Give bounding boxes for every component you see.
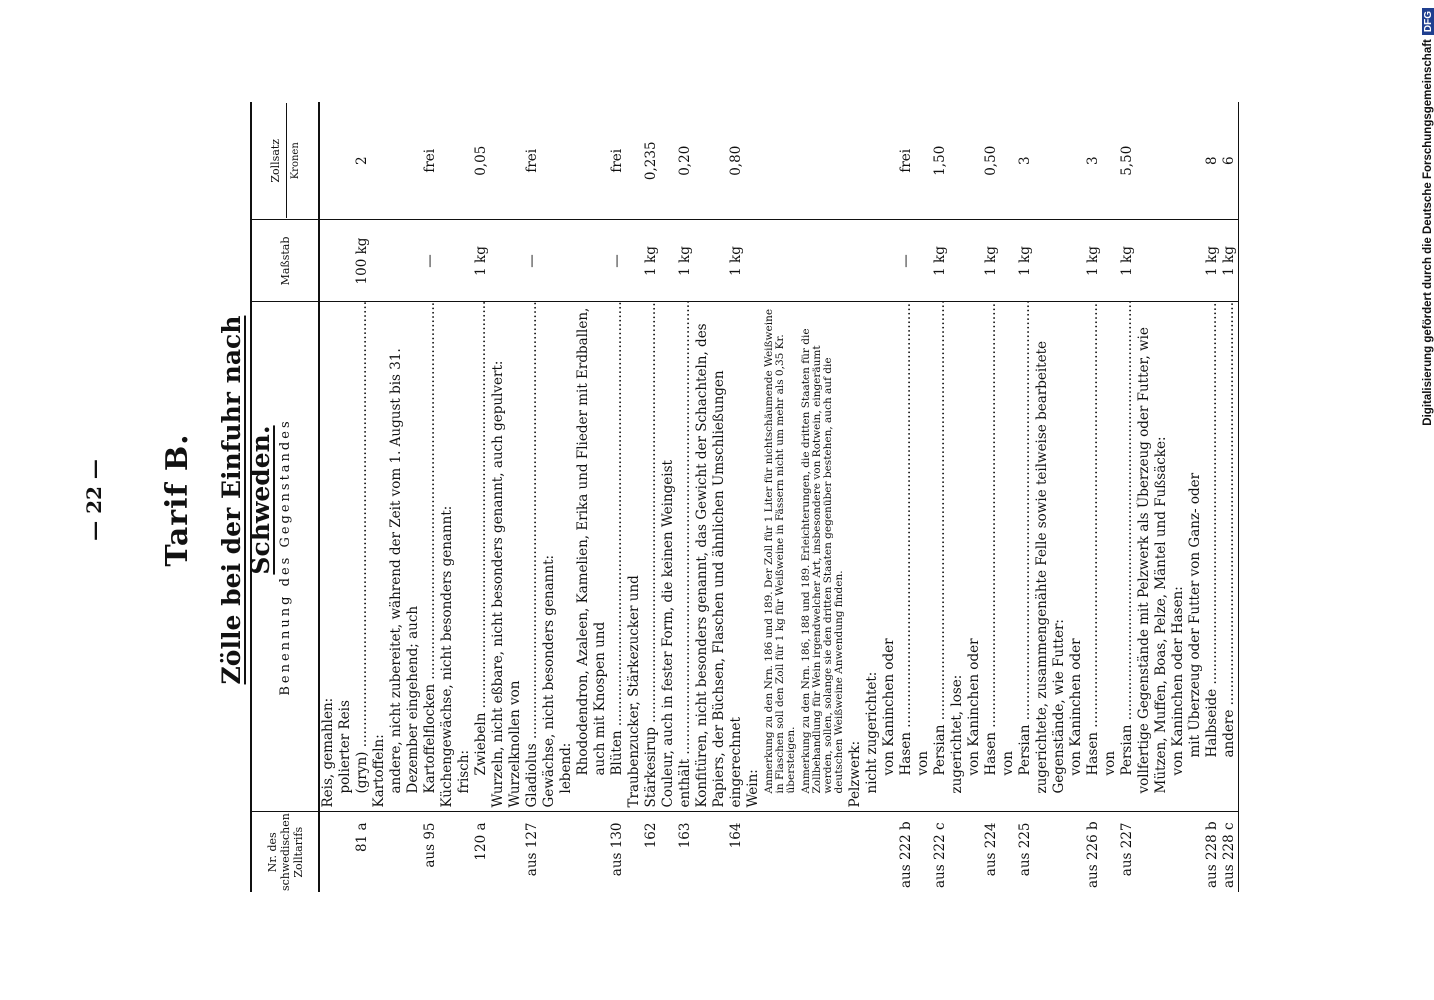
- row-mass: 1 kg: [473, 220, 490, 302]
- row-mass: [371, 220, 388, 302]
- row-mass: [456, 220, 473, 302]
- row-desc-cell: [660, 302, 694, 812]
- row-desc: vollfertige Gegenstände mit Pelzwerk als Überzeug oder Futter, wie Mützen, Muffen, Boas, Pelze, Mäntel und Fußsäcke:: [1136, 327, 1169, 794]
- row-mass: [762, 220, 799, 302]
- row-desc: von Kaninchen oder Hasen .....: [1068, 302, 1101, 776]
- row-nr: [745, 812, 762, 892]
- row-rate: frei: [507, 102, 541, 220]
- row-mass: [847, 220, 864, 302]
- row-rate: 0,50: [966, 102, 1000, 220]
- digitization-credit-text-wrap: [1416, 8, 1434, 998]
- row-rate: 1,50: [915, 102, 949, 220]
- row-mass: —: [388, 220, 439, 302]
- row-mass: 1 kg: [694, 220, 745, 302]
- row-rate: 6: [1221, 102, 1239, 220]
- table-row: [575, 102, 626, 892]
- row-nr: aus 95: [422, 822, 438, 868]
- row-mass: 1 kg: [626, 220, 660, 302]
- row-nr: [1136, 812, 1170, 892]
- row-rate: 3: [1068, 102, 1102, 220]
- row-nr: 163: [677, 822, 693, 849]
- row-mass: [1034, 220, 1068, 302]
- row-desc-cell: [439, 302, 456, 812]
- row-desc: Wein:: [745, 769, 761, 808]
- row-rate: [319, 102, 337, 220]
- header-rate-unit: Kronen: [286, 103, 301, 219]
- row-desc-cell: [864, 302, 881, 812]
- header-rate-label: Zollsatz: [269, 138, 282, 183]
- row-nr: 162: [643, 822, 659, 849]
- row-rate: frei: [388, 102, 439, 220]
- row-rate: 5,50: [1102, 102, 1136, 220]
- row-desc-cell: [949, 302, 966, 812]
- table-row: [799, 102, 847, 892]
- row-desc-cell: [558, 302, 575, 812]
- header-nr: Nr. des schwedischen Zolltarifs: [251, 812, 319, 892]
- row-desc: von Kaninchen oder Hasen .....: [881, 302, 914, 776]
- table-row: [626, 102, 660, 892]
- row-mass: [1170, 220, 1187, 302]
- table-row: [558, 102, 575, 892]
- table-row: [1187, 102, 1221, 892]
- table-row: [507, 102, 541, 892]
- row-desc: Reis, gemahlen:: [320, 697, 336, 808]
- row-desc-cell: [319, 302, 337, 812]
- row-nr: 81 a: [354, 822, 370, 853]
- row-rate: 2: [337, 102, 371, 220]
- table-row: [694, 102, 745, 892]
- header-mass: Maßstab: [251, 220, 319, 302]
- row-desc-cell: [881, 302, 915, 812]
- row-rate: 0,20: [660, 102, 694, 220]
- row-desc-cell: [473, 302, 490, 812]
- row-desc-cell: [1000, 302, 1034, 812]
- row-nr: aus 224: [983, 822, 999, 877]
- row-nr: aus 227: [1119, 822, 1135, 877]
- row-desc-cell: [847, 302, 864, 812]
- row-desc: von Persian .....: [1000, 302, 1033, 776]
- row-mass: [319, 220, 337, 302]
- row-mass: [541, 220, 558, 302]
- table-row: [864, 102, 881, 892]
- row-desc-cell: [490, 302, 507, 812]
- row-rate: [1034, 102, 1068, 220]
- row-desc-cell: [966, 302, 1000, 812]
- row-rate: [456, 102, 473, 220]
- row-rate: [439, 102, 456, 220]
- row-rate: [949, 102, 966, 220]
- row-desc-cell: [915, 302, 949, 812]
- row-desc: Pelzwerk:: [847, 740, 863, 808]
- row-desc-cell: [799, 302, 847, 812]
- row-desc-cell: [1136, 302, 1170, 812]
- row-desc: Wurzelknollen von Gladiolus .....: [507, 302, 540, 808]
- digitization-credit-text: Digitalisierung gefördert durch die Deutsche Forschungsgemeinschaft: [1422, 39, 1434, 426]
- table-row: [439, 102, 456, 892]
- row-nr: aus 225: [1017, 822, 1033, 877]
- row-desc: Traubenzucker, Stärkezucker und Stärkesirup .....: [626, 302, 659, 808]
- table-row: [966, 102, 1000, 892]
- row-desc: Konfitüren, nicht besonders genannt, das Gewicht der Schachteln, des Papiers, der Büchsen, Flaschen und ähnlichen Umschließungen eingerechnet: [694, 323, 744, 808]
- row-nr: [1170, 812, 1187, 892]
- row-rate: frei: [575, 102, 626, 220]
- row-desc-cell: [507, 302, 541, 812]
- row-desc: zugerichtete, zusammengenähte Felle sowie teilweise bearbeitete Gegenstände, wie Futter:: [1034, 341, 1067, 794]
- table-row: [745, 102, 762, 892]
- row-desc-cell: [694, 302, 745, 812]
- row-rate: frei: [881, 102, 915, 220]
- table-row: [490, 102, 507, 892]
- row-mass: [745, 220, 762, 302]
- row-desc-cell: [1102, 302, 1136, 812]
- row-rate: [1170, 102, 1187, 220]
- row-rate: [847, 102, 864, 220]
- row-nr: aus 127: [524, 822, 540, 877]
- row-desc: nicht zugerichtet:: [864, 671, 880, 794]
- row-rate: 0,235: [626, 102, 660, 220]
- row-mass: 1 kg: [660, 220, 694, 302]
- table-row: [762, 102, 799, 892]
- row-nr: [558, 812, 575, 892]
- row-rate: [541, 102, 558, 220]
- row-desc: von Kaninchen oder Hasen .....: [966, 302, 999, 776]
- row-mass: [558, 220, 575, 302]
- row-desc-cell: [762, 302, 799, 812]
- rotated-page-content: [60, 100, 1237, 900]
- row-nr: [847, 812, 864, 892]
- row-rate: [799, 102, 847, 220]
- tariff-table: [250, 102, 1239, 892]
- table-row: [1068, 102, 1102, 892]
- row-desc: von Kaninchen oder Hasen:: [1170, 586, 1186, 776]
- row-desc-cell: [388, 302, 439, 812]
- table-row: [1170, 102, 1187, 892]
- row-note: Anmerkung zu den Nrn. 186, 188 und 189. Erleichterungen, die dritten Staaten für die Zollbehandlung für Wein irgendwelcher Art, insbesondere von Rotwein, eingeräumt werden, sollen, solange sie den dritten Staaten gegenüber bestehen, auch auf die deutschen Weißweine Anwendung finden.: [800, 328, 845, 794]
- row-desc: mit Überzeug oder Futter von Ganz- oder Halbseide .....: [1187, 302, 1220, 758]
- table-row: [1136, 102, 1170, 892]
- table-row: [660, 102, 694, 892]
- row-nr: [762, 812, 799, 892]
- row-mass: 1 kg: [1000, 220, 1034, 302]
- row-desc: Kartoffeln:: [371, 734, 387, 808]
- row-desc: frisch:: [456, 750, 472, 794]
- table-row: [456, 102, 473, 892]
- row-desc-cell: [575, 302, 626, 812]
- row-rate: [558, 102, 575, 220]
- table-row: [1102, 102, 1136, 892]
- table-row: [1034, 102, 1068, 892]
- row-nr: 120 a: [473, 822, 489, 861]
- row-nr: [439, 812, 456, 892]
- table-row: [337, 102, 371, 892]
- row-desc-cell: [1068, 302, 1102, 812]
- row-nr: aus 222 c: [932, 822, 948, 888]
- row-nr: [949, 812, 966, 892]
- row-rate: [371, 102, 388, 220]
- row-desc-cell: [626, 302, 660, 812]
- row-mass: 1 kg: [966, 220, 1000, 302]
- row-desc: andere .....: [1221, 302, 1237, 758]
- row-desc-cell: [541, 302, 558, 812]
- row-rate: [762, 102, 799, 220]
- row-mass: [439, 220, 456, 302]
- row-nr: [371, 812, 388, 892]
- dfg-logo: DFG: [1422, 8, 1434, 35]
- row-nr: [799, 812, 847, 892]
- row-desc: Wurzeln, nicht eßbare, nicht besonders genannt, auch gepulvert:: [490, 360, 506, 808]
- row-rate: [864, 102, 881, 220]
- row-rate: [745, 102, 762, 220]
- table-row: [1000, 102, 1034, 892]
- row-nr: aus 226 b: [1085, 821, 1101, 888]
- row-mass: [799, 220, 847, 302]
- table-row: [371, 102, 388, 892]
- row-mass: 1 kg: [1102, 220, 1136, 302]
- row-rate: 0,05: [473, 102, 490, 220]
- row-nr: [1034, 812, 1068, 892]
- row-mass: [864, 220, 881, 302]
- row-rate: [490, 102, 507, 220]
- row-nr: [541, 812, 558, 892]
- row-mass: [490, 220, 507, 302]
- row-rate: 0,80: [694, 102, 745, 220]
- row-mass: 1 kg: [1221, 220, 1239, 302]
- table-row: [1221, 102, 1239, 892]
- row-desc: Couleur, auch in fester Form, die keinen Weingeist enthält .....: [660, 302, 693, 808]
- row-note: Anmerkung zu den Nrn. 186 und 189. Der Zoll für 1 Liter für nichtschäumende Weißweine in Flaschen soll den Zoll für 1 kg für Weißweine in Fässern nicht um mehr als 0,35 Kr. übersteigen.: [763, 308, 797, 794]
- page-number: — 22 —: [82, 459, 106, 541]
- row-mass: 1 kg: [915, 220, 949, 302]
- row-nr: aus 228 b: [1204, 821, 1220, 888]
- row-rate: 3: [1000, 102, 1034, 220]
- row-desc: lebend:: [558, 742, 574, 794]
- header-desc: Benennung des Gegenstandes: [251, 302, 319, 812]
- row-desc-cell: [1221, 302, 1239, 812]
- row-desc-cell: [371, 302, 388, 812]
- row-desc-cell: [1170, 302, 1187, 812]
- row-desc-cell: [456, 302, 473, 812]
- row-desc-cell: [337, 302, 371, 812]
- table-row: [473, 102, 490, 892]
- row-mass: —: [881, 220, 915, 302]
- row-desc: Küchengewächse, nicht besonders genannt:: [439, 505, 455, 808]
- table-row: [881, 102, 915, 892]
- page-subtitle: Zölle bei der Einfuhr nach Schweden.: [217, 315, 275, 685]
- row-mass: 1 kg: [1068, 220, 1102, 302]
- table-row: [847, 102, 864, 892]
- table-row: [541, 102, 558, 892]
- table-row: [388, 102, 439, 892]
- digitization-credit: [1416, 8, 1434, 998]
- row-desc: Gewächse, nicht besonders genannt:: [541, 554, 557, 808]
- row-nr: 164: [728, 822, 744, 849]
- table-row: [949, 102, 966, 892]
- row-nr: aus 228 c: [1221, 812, 1239, 892]
- table-header: [251, 102, 319, 892]
- row-desc-cell: [1187, 302, 1221, 812]
- row-mass: 1 kg: [1187, 220, 1221, 302]
- row-rate: [1136, 102, 1170, 220]
- row-nr: [864, 812, 881, 892]
- row-desc: zugerichtet, lose:: [949, 674, 965, 794]
- row-desc: polierter Reis (gryn) .....: [337, 302, 370, 794]
- page-title: Tarif B.: [160, 433, 195, 567]
- row-desc-cell: [745, 302, 762, 812]
- row-nr: aus 222 b: [898, 821, 914, 888]
- row-nr: [490, 812, 507, 892]
- row-desc: andere, nicht zubereitet, während der Zeit vom 1. August bis 31. Dezember eingehend; auch Kartoffelflocken .....: [388, 302, 438, 794]
- row-nr: [456, 812, 473, 892]
- row-rate: 8: [1187, 102, 1221, 220]
- row-mass: [949, 220, 966, 302]
- table-row: [319, 102, 337, 892]
- row-desc: von Persian .....: [915, 302, 948, 776]
- row-mass: —: [507, 220, 541, 302]
- row-mass: 100 kg: [337, 220, 371, 302]
- row-nr: aus 130: [609, 822, 625, 877]
- row-nr: [319, 812, 337, 892]
- row-desc: Zwiebeln .....: [473, 302, 489, 776]
- row-desc-cell: [1034, 302, 1068, 812]
- row-mass: —: [575, 220, 626, 302]
- row-desc: von Persian .....: [1102, 302, 1135, 776]
- table-row: [915, 102, 949, 892]
- row-desc: Rhododendron, Azaleen, Kamelien, Erika und Flieder mit Erdballen, auch mit Knospen und Blüten .....: [575, 302, 625, 776]
- row-mass: [1136, 220, 1170, 302]
- header-rate: [251, 102, 319, 220]
